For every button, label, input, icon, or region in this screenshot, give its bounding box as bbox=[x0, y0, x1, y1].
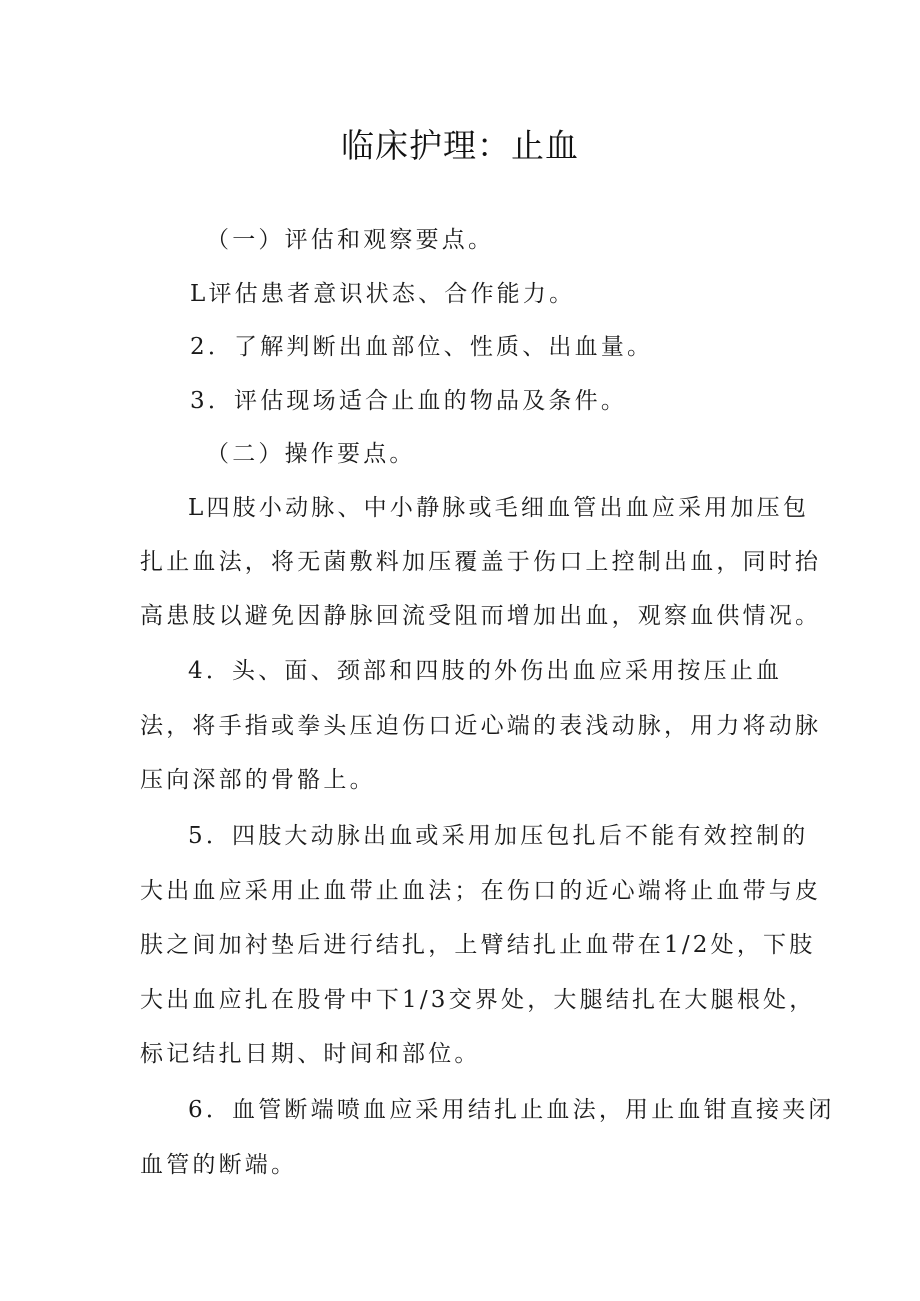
paragraph-line: 法，将手指或拳头压迫伤口近心端的表浅动脉，用力将动脉 bbox=[140, 713, 822, 739]
paragraph-line: 标记结扎日期、时间和部位。 bbox=[140, 1041, 481, 1067]
paragraph-line: 3．评估现场适合止血的物品及条件。 bbox=[190, 388, 628, 414]
paragraph-line: 5．四肢大动脉出血或采用加压包扎后不能有效控制的 bbox=[188, 823, 809, 849]
paragraph-line: 肤之间加衬垫后进行结扎，上臂结扎止血带在1/2处，下肢 bbox=[140, 932, 816, 958]
document-title: 临床护理：止血 bbox=[341, 126, 579, 165]
paragraph-line: 4．头、面、颈部和四肢的外伤出血应采用按压止血 bbox=[188, 658, 783, 684]
paragraph-line: 大出血应扎在股骨中下1/3交界处，大腿结扎在大腿根处， bbox=[140, 987, 816, 1013]
paragraph-line: 压向深部的骨骼上。 bbox=[140, 767, 376, 793]
paragraph-line: 扎止血法，将无菌敷料加压覆盖于伤口上控制出血，同时抬 bbox=[140, 549, 822, 575]
section-heading-2: （二）操作要点。 bbox=[206, 441, 416, 467]
paragraph-line: 2．了解判断出血部位、性质、出血量。 bbox=[190, 334, 654, 360]
paragraph-line: 高患肢以避免因静脉回流受阻而增加出血，观察血供情况。 bbox=[140, 603, 822, 629]
paragraph-line: 6．血管断端喷血应采用结扎止血法，用止血钳直接夹闭 bbox=[188, 1097, 835, 1123]
paragraph-line: 大出血应采用止血带止血法；在伤口的近心端将止血带与皮 bbox=[140, 878, 822, 904]
paragraph-line: 血管的断端。 bbox=[140, 1152, 298, 1178]
paragraph-line: L评估患者意识状态、合作能力。 bbox=[190, 281, 576, 307]
paragraph-line: L四肢小动脉、中小静脉或毛细血管出血应采用加压包 bbox=[188, 495, 810, 521]
section-heading-1: （一）评估和观察要点。 bbox=[206, 227, 495, 253]
